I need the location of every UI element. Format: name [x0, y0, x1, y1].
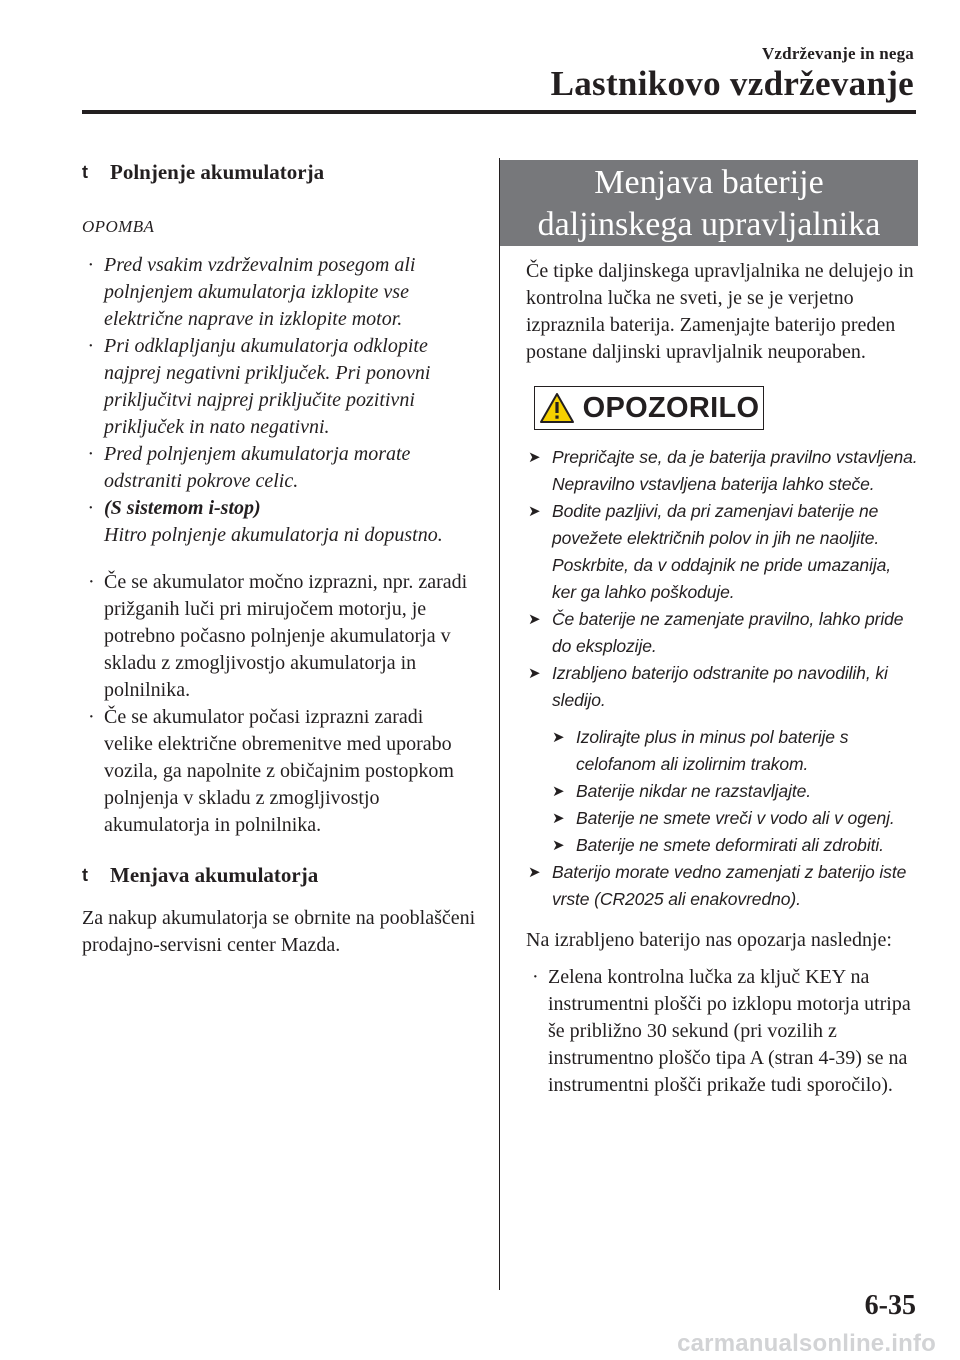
bullet-icon: ·	[88, 443, 93, 465]
warning-triangle-icon	[539, 392, 575, 424]
arrow-icon: ➤	[528, 503, 541, 520]
list-item: · Če se akumulator močno izprazni, npr. zaradi prižganih luči pri mirujočem motorju, je potrebno počasno polnjenje akumulatorja v skladu z zmogljivostjo akumulatorja in polnilnika.	[88, 571, 468, 701]
header-rule	[82, 110, 916, 114]
section-marker-icon: t	[82, 162, 88, 182]
list-item	[82, 495, 477, 549]
list-item: ➤ Bodite pazljivi, da pri zamenjavi baterije ne povežete električnih polov in jih ne naoljite. Poskrbite, da v oddajnik ne pride umazanija, ker ga lahko poškoduje.	[526, 498, 918, 606]
intro-text: Če tipke daljinskega upravljalnika ne delujejo in kontrolna lučka ne sveti, je se je verjetno izpraznila baterija. Zamenjajte baterijo preden postane daljinski upravljalnik neuporaben.	[526, 260, 914, 363]
list-item: ➤ Izrabljeno baterijo odstranite po navodilih, ki sledijo.	[526, 660, 918, 714]
arrow-icon: ➤	[552, 783, 565, 800]
section-heading-charging	[82, 158, 477, 186]
list-item: · Pred polnjenjem akumulatorja morate odstraniti pokrove celic.	[88, 443, 411, 492]
bullet-icon: ·	[88, 335, 93, 357]
arrow-icon: ➤	[528, 864, 541, 881]
section-heading-replacement	[82, 861, 477, 889]
arrow-icon: ➤	[528, 449, 541, 466]
list-item: ➤ Baterije ne smete deformirati ali zdrobiti.	[550, 832, 918, 859]
arrow-icon: ➤	[528, 665, 541, 682]
list-item: · Pred vsakim vzdrževalnim posegom ali polnjenjem akumulatorja izklopite vse električne naprave in izklopite motor.	[88, 254, 416, 330]
list-item: ➤ Baterije nikdar ne razstavljajte.	[550, 778, 918, 805]
note-text: Hitro polnjenje akumulatorja ni dopustno.	[104, 524, 443, 546]
note-label: OPOMBA	[82, 217, 155, 236]
list-item: ➤ Prepričajte se, da je baterija pravilno vstavljena. Nepravilno vstavljena baterija lahko steče.	[526, 444, 918, 498]
arrow-icon: ➤	[528, 611, 541, 628]
list-item: ➤ Baterije ne smete vreči v vodo ali v ogenj.	[550, 805, 918, 832]
watermark: carmanualsonline.info	[677, 1330, 936, 1357]
charging-list	[82, 569, 477, 839]
list-item: ➤ Baterijo morate vedno zamenjati z baterijo iste vrste (CR2025 ali enakovredno).	[526, 859, 918, 913]
bullet-icon: ·	[88, 706, 95, 728]
bullet-icon: ·	[88, 497, 93, 519]
arrow-icon: ➤	[552, 729, 565, 746]
bullet-icon: ·	[88, 254, 93, 276]
replacement-text: Za nakup akumulatorja se obrnite na pooblaščeni prodajno-servisni center Mazda.	[82, 907, 476, 956]
note-condition: (S sistemom i-stop)	[104, 497, 261, 519]
header-title: Lastnikovo vzdrževanje	[550, 64, 914, 103]
outro-text: Na izrabljeno baterijo nas opozarja naslednje:	[526, 929, 892, 951]
page-number: 6-35	[864, 1290, 916, 1321]
list-item: ➤ Če baterije ne zamenjate pravilno, lahko pride do eksplozije.	[526, 606, 918, 660]
warning-sublist	[526, 724, 918, 859]
arrow-icon: ➤	[552, 837, 565, 854]
bullet-icon: ·	[532, 966, 539, 988]
right-column	[526, 160, 918, 1099]
warning-list-continued	[526, 859, 918, 913]
warning-box	[534, 386, 764, 430]
list-item: · Zelena kontrolna lučka za ključ KEY na instrumentni plošči po izklopu motorja utripa še približno 30 sekund (pri vozilih z instrumentno ploščo tipa A (stran 4-39) se na instrumentni plošči prikaže tudi sporočilo).	[532, 966, 911, 1096]
indicator-list	[526, 964, 918, 1099]
section-title: Menjava akumulatorja	[110, 863, 319, 887]
warning-list	[526, 444, 918, 714]
banner-line: Menjava baterije	[594, 164, 824, 201]
bullet-icon: ·	[88, 571, 95, 593]
section-banner	[500, 160, 918, 246]
list-item: · Pri odklapljanju akumulatorja odklopite najprej negativni priključek. Pri ponovni priključitvi najprej priključite pozitivni priključek in nato negativni.	[88, 335, 431, 438]
arrow-icon: ➤	[552, 810, 565, 827]
note-list	[82, 252, 477, 549]
banner-line: daljinskega upravljalnika	[537, 206, 881, 243]
warning-label: OPOZORILO	[582, 391, 760, 424]
section-marker-icon: t	[82, 865, 88, 885]
header-subtitle: Vzdrževanje in nega	[761, 44, 914, 63]
left-column	[82, 158, 477, 959]
list-item: · Če se akumulator počasi izprazni zaradi velike električne obremenitve med uporabo vozila, ga napolnite z običajnim postopkom polnjenja v skladu z zmogljivostjo akumulatorja in polnilnika.	[88, 706, 454, 836]
column-divider	[499, 158, 500, 1290]
list-item: ➤ Izolirajte plus in minus pol baterije s celofanom ali izolirnim trakom.	[550, 724, 918, 778]
section-title: Polnjenje akumulatorja	[110, 160, 325, 184]
